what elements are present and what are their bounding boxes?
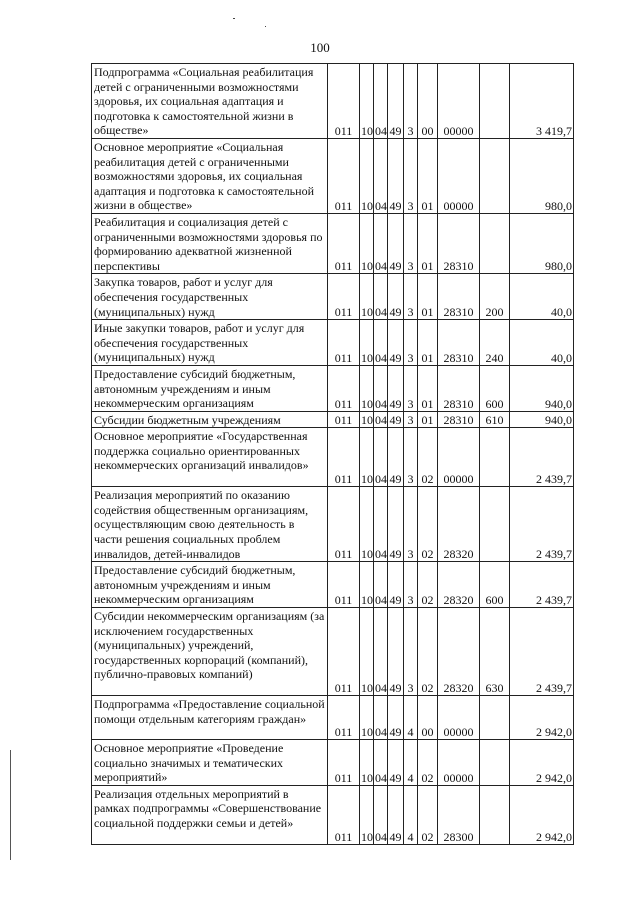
code-section: 10 [360, 428, 374, 487]
row-name: Основное мероприятие «Социальная реабилитация детей с ограниченными возможностями здоровья, их социальная адаптация и подготовка к самостоятельной жизни в обществе» [92, 139, 328, 214]
amount: 940,0 [510, 365, 574, 411]
code-ministry: 011 [328, 320, 360, 366]
code-section: 10 [360, 740, 374, 786]
code-expense-type: 240 [480, 320, 510, 366]
table-row [92, 428, 574, 487]
amount: 2 942,0 [510, 785, 574, 844]
code-subsection: 04 [374, 139, 388, 214]
table-row [92, 562, 574, 608]
code-direction: 00000 [438, 64, 480, 139]
code-activity: 02 [418, 740, 438, 786]
code-direction: 28310 [438, 213, 480, 273]
amount: 2 439,7 [510, 562, 574, 608]
code-direction: 00000 [438, 740, 480, 786]
code-subsection: 04 [374, 487, 388, 562]
code-ministry: 011 [328, 411, 360, 428]
amount: 40,0 [510, 320, 574, 366]
code-section: 10 [360, 696, 374, 740]
code-subprogram: 3 [404, 64, 418, 139]
table-row [92, 696, 574, 740]
table-row [92, 365, 574, 411]
code-expense-type [480, 64, 510, 139]
code-direction: 28320 [438, 487, 480, 562]
code-direction: 28320 [438, 562, 480, 608]
code-expense-type [480, 487, 510, 562]
code-program: 49 [388, 274, 404, 320]
code-program: 49 [388, 139, 404, 214]
table-row [92, 320, 574, 366]
code-program: 49 [388, 487, 404, 562]
code-subprogram: 3 [404, 274, 418, 320]
code-activity: 00 [418, 696, 438, 740]
code-direction: 00000 [438, 696, 480, 740]
code-ministry: 011 [328, 274, 360, 320]
code-program: 49 [388, 428, 404, 487]
row-name: Подпрограмма «Предоставление социальной помощи отдельным категориям граждан» [92, 696, 328, 740]
code-program: 49 [388, 785, 404, 844]
table-row [92, 213, 574, 273]
code-subprogram: 4 [404, 740, 418, 786]
code-activity: 01 [418, 320, 438, 366]
table-row [92, 64, 574, 139]
code-ministry: 011 [328, 696, 360, 740]
row-name: Предоставление субсидий бюджетным, автономным учреждениям и иным некоммерческим организациям [92, 365, 328, 411]
code-section: 10 [360, 365, 374, 411]
code-expense-type [480, 740, 510, 786]
row-name: Подпрограмма «Социальная реабилитация детей с ограниченными возможностями здоровья, их социальная адаптация и подготовка к самостоятельной жизни в обществе» [92, 64, 328, 139]
code-direction: 28310 [438, 411, 480, 428]
code-ministry: 011 [328, 64, 360, 139]
code-expense-type: 610 [480, 411, 510, 428]
code-subsection: 04 [374, 64, 388, 139]
scan-mark-line [10, 750, 11, 860]
code-subprogram: 4 [404, 785, 418, 844]
code-subprogram: 3 [404, 562, 418, 608]
page-number: 100 [310, 40, 330, 55]
amount: 2 942,0 [510, 696, 574, 740]
code-ministry: 011 [328, 428, 360, 487]
amount: 2 439,7 [510, 428, 574, 487]
code-activity: 00 [418, 64, 438, 139]
budget-table [91, 63, 574, 845]
amount: 3 419,7 [510, 64, 574, 139]
code-subsection: 04 [374, 562, 388, 608]
code-activity: 01 [418, 411, 438, 428]
code-expense-type: 630 [480, 608, 510, 696]
code-program: 49 [388, 213, 404, 273]
code-ministry: 011 [328, 785, 360, 844]
code-ministry: 011 [328, 608, 360, 696]
code-ministry: 011 [328, 139, 360, 214]
code-section: 10 [360, 411, 374, 428]
code-section: 10 [360, 64, 374, 139]
code-ministry: 011 [328, 487, 360, 562]
table-row [92, 274, 574, 320]
code-subsection: 04 [374, 365, 388, 411]
code-activity: 02 [418, 562, 438, 608]
code-program: 49 [388, 696, 404, 740]
code-subsection: 04 [374, 785, 388, 844]
code-subsection: 04 [374, 608, 388, 696]
code-direction: 28300 [438, 785, 480, 844]
code-activity: 01 [418, 274, 438, 320]
code-subprogram: 4 [404, 696, 418, 740]
code-subsection: 04 [374, 213, 388, 273]
amount: 2 439,7 [510, 487, 574, 562]
code-subprogram: 3 [404, 320, 418, 366]
code-activity: 02 [418, 608, 438, 696]
code-program: 49 [388, 740, 404, 786]
code-program: 49 [388, 608, 404, 696]
code-subprogram: 3 [404, 608, 418, 696]
code-program: 49 [388, 411, 404, 428]
code-program: 49 [388, 365, 404, 411]
code-direction: 28310 [438, 274, 480, 320]
code-subprogram: 3 [404, 213, 418, 273]
row-name: Реализация отдельных мероприятий в рамках подпрограммы «Совершенствование социальной поддержки семьи и детей» [92, 785, 328, 844]
row-name: Закупка товаров, работ и услуг для обеспечения государственных (муниципальных) нужд [92, 274, 328, 320]
code-ministry: 011 [328, 740, 360, 786]
amount: 980,0 [510, 139, 574, 214]
amount: 940,0 [510, 411, 574, 428]
row-name: Субсидии бюджетным учреждениям [92, 411, 328, 428]
code-direction: 28320 [438, 608, 480, 696]
code-subsection: 04 [374, 428, 388, 487]
table-row [92, 139, 574, 214]
code-subsection: 04 [374, 740, 388, 786]
code-ministry: 011 [328, 562, 360, 608]
code-activity: 02 [418, 428, 438, 487]
code-subprogram: 3 [404, 428, 418, 487]
code-subprogram: 3 [404, 487, 418, 562]
table-row [92, 487, 574, 562]
code-direction: 00000 [438, 139, 480, 214]
row-name: Субсидии некоммерческим организациям (за исключением государственных (муниципальных) учреждений, государственных корпораций (компаний), публично-правовых компаний) [92, 608, 328, 696]
code-activity: 01 [418, 139, 438, 214]
row-name: Основное мероприятие «Проведение социально значимых и тематических мероприятий» [92, 740, 328, 786]
code-expense-type [480, 213, 510, 273]
code-section: 10 [360, 213, 374, 273]
code-section: 10 [360, 608, 374, 696]
code-expense-type: 600 [480, 365, 510, 411]
table-row [92, 411, 574, 428]
scan-speck [233, 18, 235, 19]
code-subsection: 04 [374, 696, 388, 740]
code-expense-type: 600 [480, 562, 510, 608]
code-ministry: 011 [328, 213, 360, 273]
row-name: Реализация мероприятий по оказанию содействия общественным организациям, осуществляющим свою деятельность в части решения социальных проблем инвалидов, детей-инвалидов [92, 487, 328, 562]
scan-speck [265, 26, 266, 27]
code-section: 10 [360, 139, 374, 214]
row-name: Основное мероприятие «Государственная поддержка социально ориентированных некоммерческих организаций инвалидов» [92, 428, 328, 487]
code-subprogram: 3 [404, 139, 418, 214]
amount: 2 439,7 [510, 608, 574, 696]
row-name: Реабилитация и социализация детей с ограниченными возможностями здоровья по формированию адекватной жизненной перспективы [92, 213, 328, 273]
code-expense-type [480, 696, 510, 740]
code-section: 10 [360, 562, 374, 608]
code-subsection: 04 [374, 274, 388, 320]
code-program: 49 [388, 320, 404, 366]
code-expense-type [480, 139, 510, 214]
code-expense-type [480, 785, 510, 844]
code-subprogram: 3 [404, 411, 418, 428]
code-section: 10 [360, 320, 374, 366]
code-activity: 02 [418, 785, 438, 844]
code-section: 10 [360, 487, 374, 562]
code-expense-type: 200 [480, 274, 510, 320]
code-ministry: 011 [328, 365, 360, 411]
table-row [92, 608, 574, 696]
code-activity: 01 [418, 213, 438, 273]
code-direction: 28310 [438, 320, 480, 366]
table-row [92, 740, 574, 786]
code-program: 49 [388, 64, 404, 139]
code-section: 10 [360, 785, 374, 844]
code-subprogram: 3 [404, 365, 418, 411]
amount: 2 942,0 [510, 740, 574, 786]
row-name: Предоставление субсидий бюджетным, автономным учреждениям и иным некоммерческим организациям [92, 562, 328, 608]
code-expense-type [480, 428, 510, 487]
code-subsection: 04 [374, 320, 388, 366]
code-direction: 00000 [438, 428, 480, 487]
code-activity: 01 [418, 365, 438, 411]
table-row [92, 785, 574, 844]
amount: 980,0 [510, 213, 574, 273]
row-name: Иные закупки товаров, работ и услуг для обеспечения государственных (муниципальных) нужд [92, 320, 328, 366]
code-section: 10 [360, 274, 374, 320]
code-program: 49 [388, 562, 404, 608]
code-subsection: 04 [374, 411, 388, 428]
amount: 40,0 [510, 274, 574, 320]
code-activity: 02 [418, 487, 438, 562]
code-direction: 28310 [438, 365, 480, 411]
